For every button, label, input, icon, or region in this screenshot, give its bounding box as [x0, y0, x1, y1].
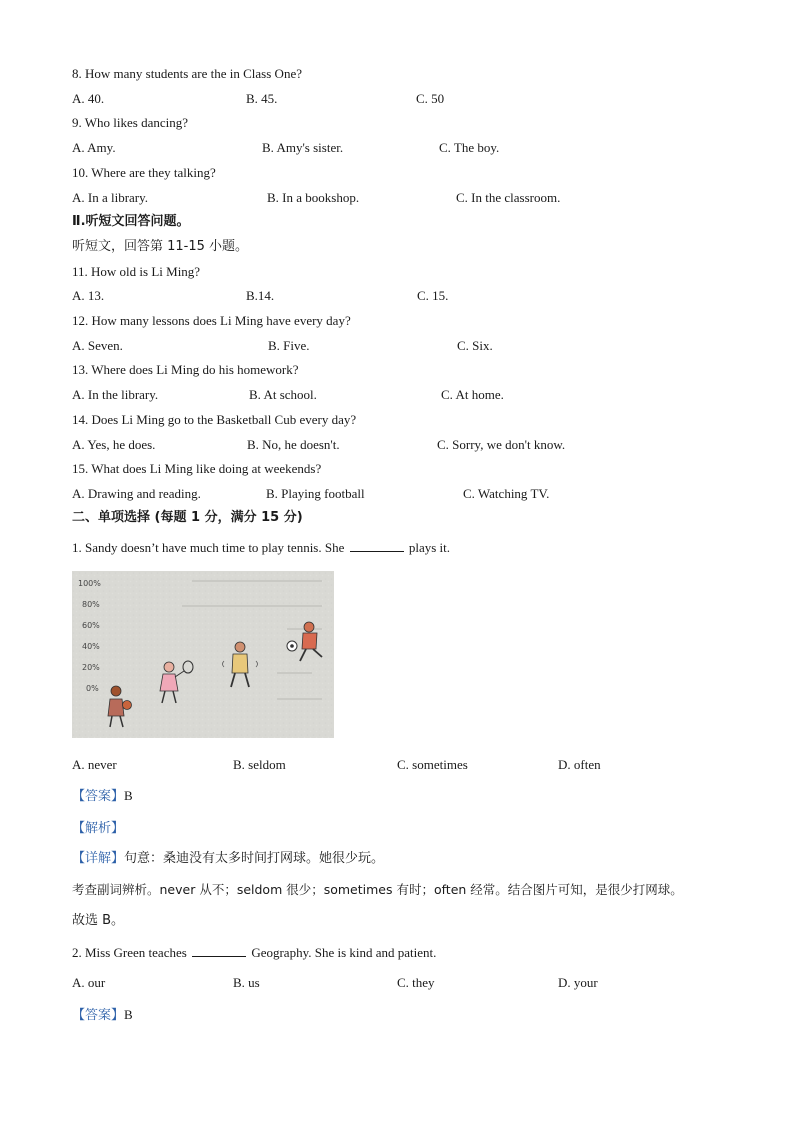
q12-option-c: C. Six.	[457, 338, 493, 353]
q2-option-c: C. they	[397, 975, 435, 990]
q13-option-b: B. At school.	[249, 387, 317, 402]
question-13: 13. Where does Li Ming do his homework?	[72, 362, 299, 377]
q1-explanation: 考查副词辨析。never 从不；seldom 很少；sometimes 有时；often 经常。结合图片可知，是很少打网球。	[72, 882, 683, 897]
q9-option-a: A. Amy.	[72, 140, 116, 155]
tick-20: 20%	[82, 663, 100, 672]
analysis-label: 【解析】	[72, 821, 125, 836]
q14-option-c: C. Sorry, we don't know.	[437, 437, 566, 452]
q1-conclusion: 故选 B。	[72, 913, 125, 928]
q1-analysis	[72, 820, 124, 837]
section-2-title: 二、单项选择 (每题 1 分，满分 15 分)	[72, 510, 303, 525]
part-2-instruction: 听短文，回答第 11-15 小题。	[72, 239, 249, 254]
question-s2-2	[72, 944, 436, 961]
q9-option-b: B. Amy's sister.	[262, 140, 344, 155]
answer-value: B	[124, 1007, 133, 1022]
q11-option-b: B.14.	[246, 288, 275, 303]
q15-option-c: C. Watching TV.	[463, 486, 550, 501]
q1-detail	[72, 851, 384, 867]
q1-option-a: A. never	[72, 757, 117, 772]
q2-stem-end: Geography. She is kind and patient.	[251, 945, 437, 960]
q10-option-a: A. In a library.	[72, 190, 149, 205]
q12-option-a: A. Seven.	[72, 338, 123, 353]
question-10: 10. Where are they talking?	[72, 165, 216, 180]
q1-option-b: B. seldom	[233, 757, 286, 772]
part-2-title: Ⅱ.听短文回答问题。	[72, 214, 190, 229]
question-9: 9. Who likes dancing?	[72, 115, 189, 130]
q10-option-b: B. In a bookshop.	[267, 190, 360, 205]
answer-blank	[350, 539, 404, 552]
q8-option-c: C. 50	[416, 91, 445, 106]
q2-option-b: B. us	[233, 975, 260, 990]
answer-value: B	[124, 788, 133, 803]
q10-option-c: C. In the classroom.	[456, 190, 561, 205]
detail-text: 句意：桑迪没有太多时间打网球。她很少玩。	[124, 851, 385, 866]
answer-blank	[192, 944, 246, 957]
q1-answer	[72, 788, 133, 805]
q2-answer	[72, 1007, 133, 1024]
tick-100: 100%	[78, 579, 101, 588]
q12-option-b: B. Five.	[268, 338, 310, 353]
q1-stem-start: 1. Sandy doesn’t have much time to play tennis. She	[72, 540, 345, 555]
sports-frequency-picture	[72, 571, 334, 738]
q15-option-a: A. Drawing and reading.	[72, 486, 201, 501]
q1-option-c: C. sometimes	[397, 757, 468, 772]
tick-40: 40%	[82, 642, 100, 651]
q15-option-b: B. Playing football	[266, 486, 365, 501]
question-14: 14. Does Li Ming go to the Basketball Cub every day?	[72, 412, 357, 427]
question-s2-1	[72, 539, 450, 556]
q1-option-d: D. often	[558, 757, 601, 772]
answer-label: 【答案】	[72, 789, 125, 804]
q14-option-b: B. No, he doesn't.	[247, 437, 340, 452]
tick-80: 80%	[82, 600, 100, 609]
question-11: 11. How old is Li Ming?	[72, 264, 201, 279]
q11-option-c: C. 15.	[417, 288, 449, 303]
q2-option-a: A. our	[72, 975, 106, 990]
q14-option-a: A. Yes, he does.	[72, 437, 156, 452]
q2-stem-start: 2. Miss Green teaches	[72, 945, 187, 960]
q2-option-d: D. your	[558, 975, 598, 990]
q13-option-a: A. In the library.	[72, 387, 159, 402]
q11-option-a: A. 13.	[72, 288, 105, 303]
q1-stem-end: plays it.	[408, 540, 451, 555]
q8-option-b: B. 45.	[246, 91, 278, 106]
detail-label: 【详解】	[72, 851, 125, 866]
q9-option-c: C. The boy.	[439, 140, 500, 155]
q13-option-c: C. At home.	[441, 387, 504, 402]
answer-label: 【答案】	[72, 1008, 125, 1023]
question-8: 8. How many students are the in Class One?	[72, 66, 302, 81]
question-12: 12. How many lessons does Li Ming have every day?	[72, 313, 351, 328]
question-15: 15. What does Li Ming like doing at weekends?	[72, 461, 322, 476]
q8-option-a: A. 40.	[72, 91, 105, 106]
tick-60: 60%	[82, 621, 100, 630]
tick-0: 0%	[86, 684, 99, 693]
